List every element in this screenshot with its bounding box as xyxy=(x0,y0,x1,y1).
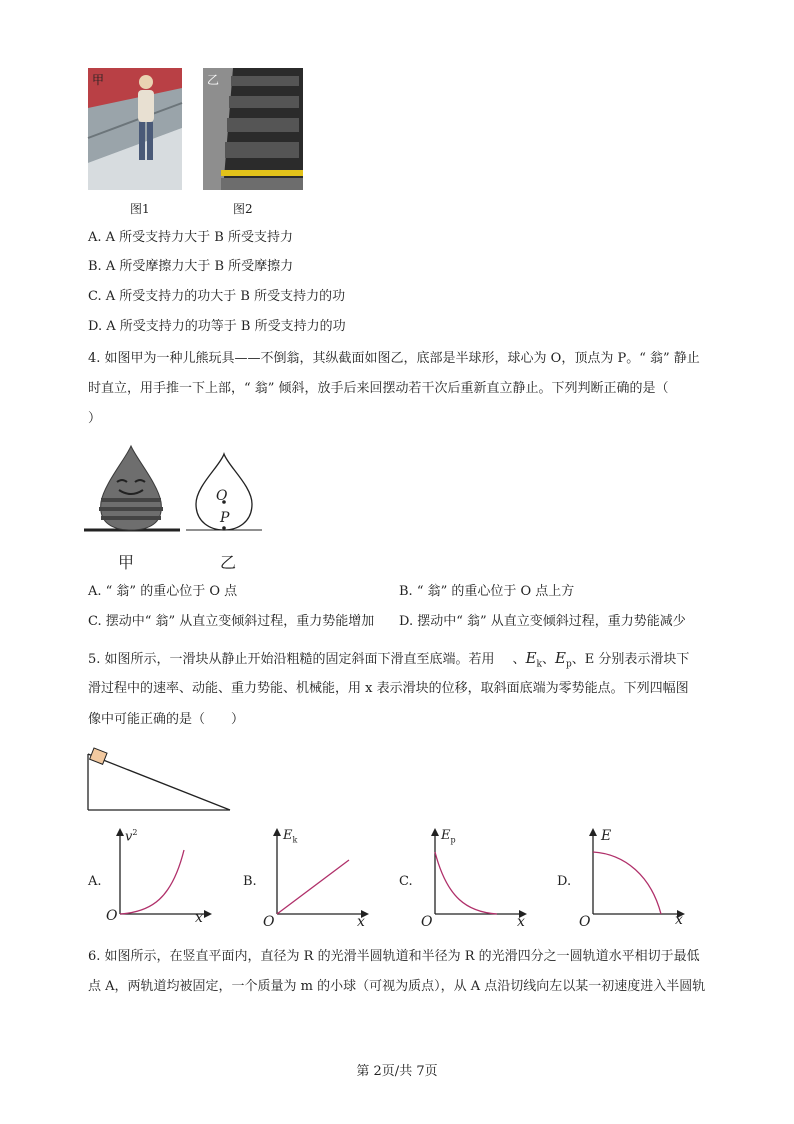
q4-option-d: D. 摆动中“ 翁” 从直立变倾斜过程，重力势能减少 xyxy=(399,614,686,629)
graph-b-origin: O xyxy=(263,914,275,930)
graph-d-xlabel: x xyxy=(675,912,683,928)
q5-line2: 滑过程中的速率、动能、重力势能、机械能，用 x 表示滑块的位移，取斜面底端为零势能点。下列四幅图 xyxy=(88,681,689,696)
graph-a-curve xyxy=(120,850,184,914)
q3-option-a: A. A 所受支持力大于 B 所受支持力 xyxy=(88,230,293,245)
graph-d-origin: O xyxy=(579,914,591,930)
graph-d-option: D. xyxy=(557,874,572,889)
graph-c-ylabel: $E_p$ xyxy=(441,828,456,845)
q6-line1: 6. 如图所示，在竖直平面内，直径为 R 的光滑半圆轨道和半径为 R 的光滑四分之一圆轨道水平相切于最低 xyxy=(88,949,700,964)
graph-b-curve xyxy=(277,860,349,914)
graph-a xyxy=(88,828,218,928)
q5-ep: E xyxy=(555,649,566,667)
q5-line1 xyxy=(88,649,689,674)
figure-escalator xyxy=(88,68,308,218)
photo1-label: 甲 xyxy=(92,73,105,87)
q5-line1-b: 、 xyxy=(512,652,526,667)
graph-a-option: A. xyxy=(88,874,102,889)
label-yi: 乙 xyxy=(220,553,237,572)
graph-c-xlabel: x xyxy=(517,914,525,930)
q4-option-c: C. 摆动中“ 翁” 从直立变倾斜过程，重力势能增加 xyxy=(88,614,375,629)
graph-a-origin: O xyxy=(106,908,118,924)
q5-sep: 、 xyxy=(541,652,555,667)
point-P: P xyxy=(220,510,230,526)
graph-a-ylabel: $v^2$ xyxy=(125,828,138,845)
q4-line1: 4. 如图甲为一种儿熊玩具——不倒翁，其纵截面如图乙，底部是半球形，球心为 O，顶点为 P。“ 翁” 静止 xyxy=(88,351,700,366)
tumbler-yi xyxy=(186,444,276,536)
page-footer: 第 2页/共 7页 xyxy=(356,1064,438,1079)
label-jia: 甲 xyxy=(118,553,135,572)
graph-c-origin: O xyxy=(421,914,433,930)
sliding-block xyxy=(90,748,107,764)
q4-line3: ） xyxy=(88,411,102,426)
q4-option-b: B. “ 翁” 的重心位于 O 点上方 xyxy=(399,584,575,599)
photo2-label: 乙 xyxy=(207,73,220,87)
caption-fig1: 图1 xyxy=(130,202,150,216)
q3-option-b: B. A 所受摩擦力大于 B 所受摩擦力 xyxy=(88,259,294,274)
q4-line2: 时直立，用手推一下上部，“ 翁” 倾斜，放手后来回摆动若干次后重新直立静止。下列判断正确的是（ xyxy=(88,381,669,396)
graph-d-ylabel: E xyxy=(601,828,612,844)
q5-ep-sub: p xyxy=(565,659,572,670)
graph-c-option: C. xyxy=(399,874,413,889)
point-O: O xyxy=(216,488,228,504)
graph-c-curve xyxy=(435,852,497,914)
graph-d-axes xyxy=(585,828,685,928)
q3-option-c: C. A 所受支持力的功大于 B 所受支持力的功 xyxy=(88,289,346,304)
graph-b-option: B. xyxy=(243,874,257,889)
q6-line2: 点 A，两轨道均被固定，一个质量为 m 的小球（可视为质点），从 A 点沿切线向左以某一初速度进入半圆轨 xyxy=(88,979,706,994)
graph-b xyxy=(243,828,373,928)
caption-fig2: 图2 xyxy=(233,202,253,216)
incline-diagram xyxy=(86,744,236,814)
graph-d xyxy=(557,828,692,928)
graph-c xyxy=(399,828,534,928)
q4-option-a: A. “ 翁” 的重心位于 O 点 xyxy=(88,584,238,599)
tumbler-figure xyxy=(84,444,274,574)
q5-ek: E xyxy=(525,649,537,667)
graph-a-xlabel: x xyxy=(195,910,203,926)
q5-line1-c: 、E 分别表示滑块下 xyxy=(571,652,690,667)
q5-line1-a: 5. 如图所示，一滑块从静止开始沿粗糙的固定斜面下滑直至底端。若用 xyxy=(88,652,495,667)
graph-b-ylabel: $E_k$ xyxy=(283,828,298,845)
q5-line3: 像中可能正确的是（ ） xyxy=(88,712,245,727)
graph-d-curve xyxy=(593,852,661,914)
tumbler-jia xyxy=(84,444,184,536)
graph-b-xlabel: x xyxy=(357,914,365,930)
q5-ek-sub: k xyxy=(536,659,542,670)
q3-option-d: D. A 所受支持力的功等于 B 所受支持力的功 xyxy=(88,319,346,334)
